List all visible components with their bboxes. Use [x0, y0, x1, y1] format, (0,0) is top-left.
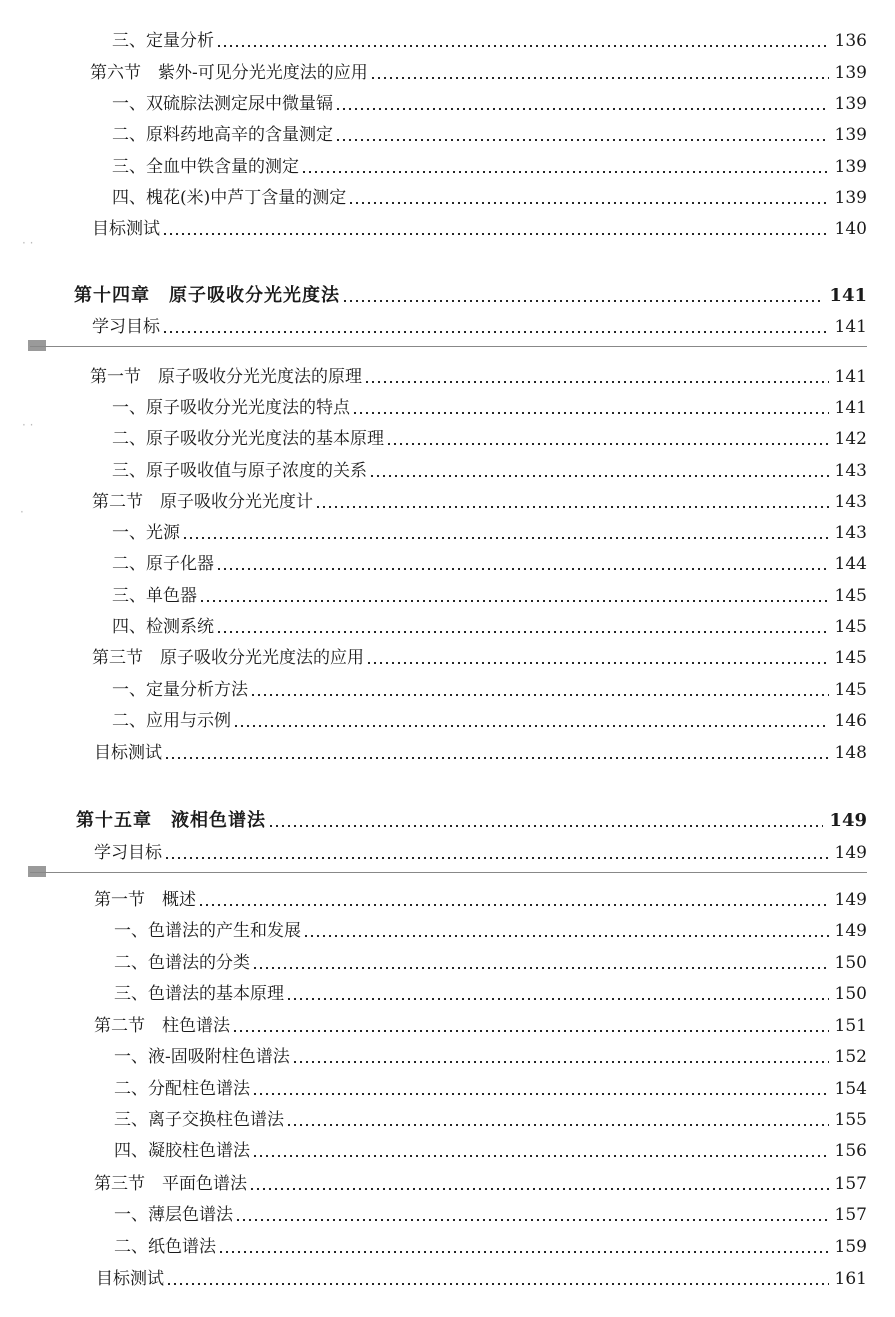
toc-entry — [90, 60, 867, 86]
toc-entry — [112, 708, 867, 734]
toc-entry-page: 157 — [834, 1174, 867, 1194]
toc-entry-title: 一、原子吸收分光光度法的特点 — [112, 398, 350, 418]
toc-entry-page: 136 — [834, 31, 867, 51]
dot-leader — [386, 426, 829, 452]
dot-leader — [286, 981, 829, 1007]
toc-entry-page: 152 — [834, 1047, 867, 1067]
dot-leader — [162, 314, 829, 340]
dot-leader — [335, 91, 829, 117]
toc-entry-page: 146 — [834, 711, 867, 731]
dot-leader — [199, 583, 829, 609]
toc-entry — [94, 740, 867, 766]
toc-entry-page: 151 — [834, 1016, 867, 1036]
toc-entry-title: 目标测试 — [96, 1269, 164, 1289]
toc-entry-title: 二、原料药地高辛的含量测定 — [112, 125, 333, 145]
toc-entry — [112, 520, 867, 546]
dot-leader — [216, 551, 829, 577]
toc-entry-title: 二、色谱法的分类 — [114, 953, 250, 973]
toc-entry-title: 一、定量分析方法 — [112, 680, 248, 700]
toc-entry — [114, 1044, 867, 1070]
dot-leader — [164, 840, 829, 866]
dot-leader — [303, 918, 829, 944]
toc-entry — [92, 314, 867, 340]
dot-leader — [252, 1138, 829, 1164]
dot-leader — [218, 1234, 829, 1260]
toc-entry-title: 第一节 原子吸收分光光度法的原理 — [90, 367, 362, 387]
toc-entry — [114, 1234, 867, 1260]
toc-entry — [96, 1266, 867, 1292]
toc-entry-title: 目标测试 — [92, 219, 160, 239]
toc-entry-title: 第二节 柱色谱法 — [94, 1016, 230, 1036]
toc-entry-title: 三、离子交换柱色谱法 — [114, 1110, 284, 1130]
toc-entry-title: 第一节 概述 — [94, 890, 196, 910]
dot-leader — [198, 887, 829, 913]
dot-leader — [335, 122, 829, 148]
toc-entry — [112, 614, 867, 640]
toc-entry-title: 三、定量分析 — [112, 31, 214, 51]
toc-entry-page: 149 — [834, 921, 867, 941]
toc-entry — [92, 216, 867, 242]
toc-entry-page: 149 — [834, 843, 867, 863]
toc-entry-title: 学习目标 — [92, 317, 160, 337]
toc-entry-page: 139 — [834, 63, 867, 83]
toc-entry — [112, 551, 867, 577]
toc-entry-title: 二、分配柱色谱法 — [114, 1079, 250, 1099]
toc-entry-title: 目标测试 — [94, 743, 162, 763]
toc-entry-page: 140 — [834, 219, 867, 239]
toc-entry — [114, 1138, 867, 1164]
dot-leader — [268, 808, 823, 834]
toc-entry-page: 148 — [834, 743, 867, 763]
dot-leader — [352, 395, 829, 421]
dot-leader — [364, 364, 829, 390]
toc-entry-title: 四、检测系统 — [112, 617, 214, 637]
toc-entry — [94, 1013, 867, 1039]
dot-leader — [370, 60, 829, 86]
dot-leader — [164, 740, 829, 766]
toc-entry-page: 150 — [834, 953, 867, 973]
dot-leader — [252, 1076, 829, 1102]
toc-entry — [114, 981, 867, 1007]
toc-entry-page: 154 — [834, 1079, 867, 1099]
toc-entry — [90, 364, 867, 390]
toc-entry — [112, 426, 867, 452]
toc-entry-title: 三、原子吸收值与原子浓度的关系 — [112, 461, 367, 481]
dot-leader — [348, 185, 828, 211]
toc-entry-title: 二、纸色谱法 — [114, 1237, 216, 1257]
toc-entry — [94, 887, 867, 913]
dot-leader — [249, 1171, 829, 1197]
toc-entry — [112, 91, 867, 117]
toc-entry-page: 150 — [834, 984, 867, 1004]
toc-entry-page: 157 — [834, 1205, 867, 1225]
dot-leader — [216, 28, 829, 54]
toc-entry-page: 141 — [829, 285, 867, 306]
toc-entry-page: 141 — [834, 367, 867, 387]
dot-leader — [286, 1107, 829, 1133]
toc-entry — [112, 122, 867, 148]
dot-leader — [369, 458, 829, 484]
toc-entry — [114, 1076, 867, 1102]
toc-entry — [114, 1107, 867, 1133]
dot-leader — [232, 1013, 829, 1039]
toc-entry-title: 一、双硫腙法测定尿中微量镉 — [112, 94, 333, 114]
dot-leader — [166, 1266, 829, 1292]
toc-entry — [92, 645, 867, 671]
toc-entry-title: 学习目标 — [94, 843, 162, 863]
toc-entry-page: 149 — [834, 890, 867, 910]
toc-entry-page: 145 — [834, 680, 867, 700]
toc-entry-title: 一、液-固吸附柱色谱法 — [114, 1047, 290, 1067]
toc-entry-title: 第六节 紫外-可见分光光度法的应用 — [90, 63, 368, 83]
toc-entry-title: 二、原子化器 — [112, 554, 214, 574]
toc-entry — [112, 28, 867, 54]
toc-entry-page: 145 — [834, 586, 867, 606]
toc-chapter-title: 第十五章 液相色谱法 — [76, 810, 266, 831]
toc-chapter — [76, 808, 867, 834]
divider-rule — [30, 346, 867, 347]
toc-entry-title: 二、原子吸收分光光度法的基本原理 — [112, 429, 384, 449]
toc-entry-page: 141 — [834, 317, 867, 337]
toc-entry — [92, 489, 867, 515]
dot-leader — [315, 489, 829, 515]
dot-leader — [342, 283, 823, 309]
toc-entry-title: 第三节 原子吸收分光光度法的应用 — [92, 648, 364, 668]
toc-entry-page: 144 — [834, 554, 867, 574]
toc-entry-title: 三、色谱法的基本原理 — [114, 984, 284, 1004]
toc-entry — [112, 583, 867, 609]
toc-entry-page: 143 — [834, 523, 867, 543]
toc-entry-title: 第二节 原子吸收分光光度计 — [92, 492, 313, 512]
toc-entry-page: 161 — [834, 1269, 867, 1289]
toc-entry-title: 四、槐花(米)中芦丁含量的测定 — [112, 188, 347, 208]
scan-speck: · · — [22, 236, 34, 250]
toc-entry-title: 一、薄层色谱法 — [114, 1205, 233, 1225]
toc-entry-page: 139 — [834, 125, 867, 145]
toc-entry-page: 145 — [834, 617, 867, 637]
toc-entry-title: 二、应用与示例 — [112, 711, 231, 731]
toc-entry-page: 141 — [834, 398, 867, 418]
toc-entry — [94, 840, 867, 866]
toc-entry — [112, 154, 867, 180]
dot-leader — [301, 154, 829, 180]
toc-entry-page: 139 — [834, 94, 867, 114]
dot-leader — [252, 950, 829, 976]
toc-entry-page: 155 — [834, 1110, 867, 1130]
toc-entry-page: 159 — [834, 1237, 867, 1257]
toc-entry-title: 三、全血中铁含量的测定 — [112, 157, 299, 177]
toc-entry — [114, 1202, 867, 1228]
dot-leader — [162, 216, 829, 242]
toc-entry-title: 一、光源 — [112, 523, 180, 543]
dot-leader — [233, 708, 829, 734]
toc-entry-title: 第三节 平面色谱法 — [94, 1174, 247, 1194]
toc-entry-page: 139 — [834, 188, 867, 208]
toc-entry — [112, 458, 867, 484]
toc-entry — [112, 395, 867, 421]
dot-leader — [250, 677, 829, 703]
toc-entry-page: 143 — [834, 461, 867, 481]
dot-leader — [366, 645, 829, 671]
toc-entry — [112, 185, 867, 211]
scan-speck: · · — [22, 418, 34, 432]
toc-entry-title: 四、凝胶柱色谱法 — [114, 1141, 250, 1161]
dot-leader — [216, 614, 829, 640]
toc-entry — [94, 1171, 867, 1197]
toc-entry-page: 145 — [834, 648, 867, 668]
toc-chapter-title: 第十四章 原子吸收分光光度法 — [74, 285, 340, 306]
scan-speck: · — [20, 505, 24, 519]
toc-entry-title: 三、单色器 — [112, 586, 197, 606]
dot-leader — [182, 520, 829, 546]
toc-entry-page: 139 — [834, 157, 867, 177]
toc-entry — [112, 677, 867, 703]
toc-entry — [114, 950, 867, 976]
toc-chapter — [74, 283, 867, 309]
divider-rule — [30, 872, 867, 873]
toc-entry-page: 156 — [834, 1141, 867, 1161]
toc-entry-page: 143 — [834, 492, 867, 512]
dot-leader — [292, 1044, 829, 1070]
toc-entry — [114, 918, 867, 944]
toc-entry-page: 142 — [834, 429, 867, 449]
toc-entry-title: 一、色谱法的产生和发展 — [114, 921, 301, 941]
toc-entry-page: 149 — [829, 810, 867, 831]
dot-leader — [235, 1202, 829, 1228]
